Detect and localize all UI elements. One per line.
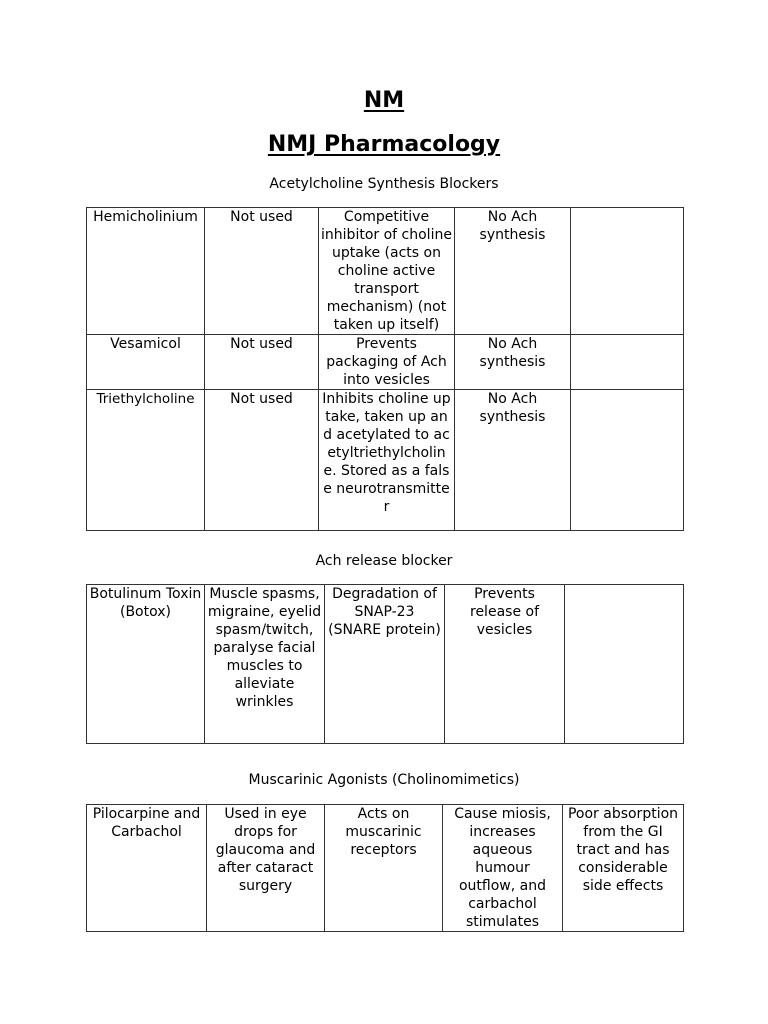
table-cell: Used in eye drops for glaucoma and after cataract surgery xyxy=(207,805,325,932)
table-cell: Muscle spasms, migraine, eyelid spasm/twitch, paralyse facial muscles to alleviate wrinkles xyxy=(205,585,325,744)
table-cell xyxy=(571,208,684,335)
table-cell: Not used xyxy=(205,208,319,335)
table-row xyxy=(87,390,684,531)
table-row xyxy=(87,208,684,335)
table-cell: Vesamicol xyxy=(87,335,205,390)
table-cell: Cause miosis, increases aqueous humour outflow, and carbachol stimulates xyxy=(443,805,563,932)
table-row xyxy=(87,805,684,932)
table-cell: Poor absorption from the GI tract and has considerable side effects xyxy=(563,805,684,932)
section-caption-release-blocker: Ach release blocker xyxy=(315,553,453,569)
table-cell: Prevents packaging of Ach into vesicles xyxy=(319,335,455,390)
table-cell: Hemicholinium xyxy=(87,208,205,335)
table-row xyxy=(87,335,684,390)
document-heading: NM xyxy=(363,88,405,113)
muscarinic-agonists-table xyxy=(86,804,684,932)
table-cell: No Ach synthesis xyxy=(455,390,571,531)
section-caption-muscarinic-agonists: Muscarinic Agonists (Cholinomimetics) xyxy=(248,772,520,788)
table-cell: Pilocarpine and Carbachol xyxy=(87,805,207,932)
table-row xyxy=(87,585,684,744)
table-cell: Competitive inhibitor of choline uptake (acts on choline active transport mechanism) (not taken up itself) xyxy=(319,208,455,335)
table-cell xyxy=(571,390,684,531)
table-cell xyxy=(565,585,684,744)
table-cell: No Ach synthesis xyxy=(455,208,571,335)
table-cell: Inhibits choline uptake, taken up and acetylated to acetyltriethylcholine. Stored as a false neurotransmitter xyxy=(319,390,455,531)
table-cell: Degradation of SNAP-23 (SNARE protein) xyxy=(325,585,445,744)
release-blocker-table xyxy=(86,584,684,744)
document-title: NMJ Pharmacology xyxy=(267,132,501,157)
table-cell: Triethylcholine xyxy=(87,390,205,531)
synthesis-blockers-table xyxy=(86,207,684,531)
section-caption-synthesis-blockers: Acetylcholine Synthesis Blockers xyxy=(269,176,499,192)
table-cell: Not used xyxy=(205,390,319,531)
table-cell: No Ach synthesis xyxy=(455,335,571,390)
table-cell: Acts on muscarinic receptors xyxy=(325,805,443,932)
table-cell: Prevents release of vesicles xyxy=(445,585,565,744)
table-cell xyxy=(571,335,684,390)
table-cell: Botulinum Toxin (Botox) xyxy=(87,585,205,744)
table-cell: Not used xyxy=(205,335,319,390)
